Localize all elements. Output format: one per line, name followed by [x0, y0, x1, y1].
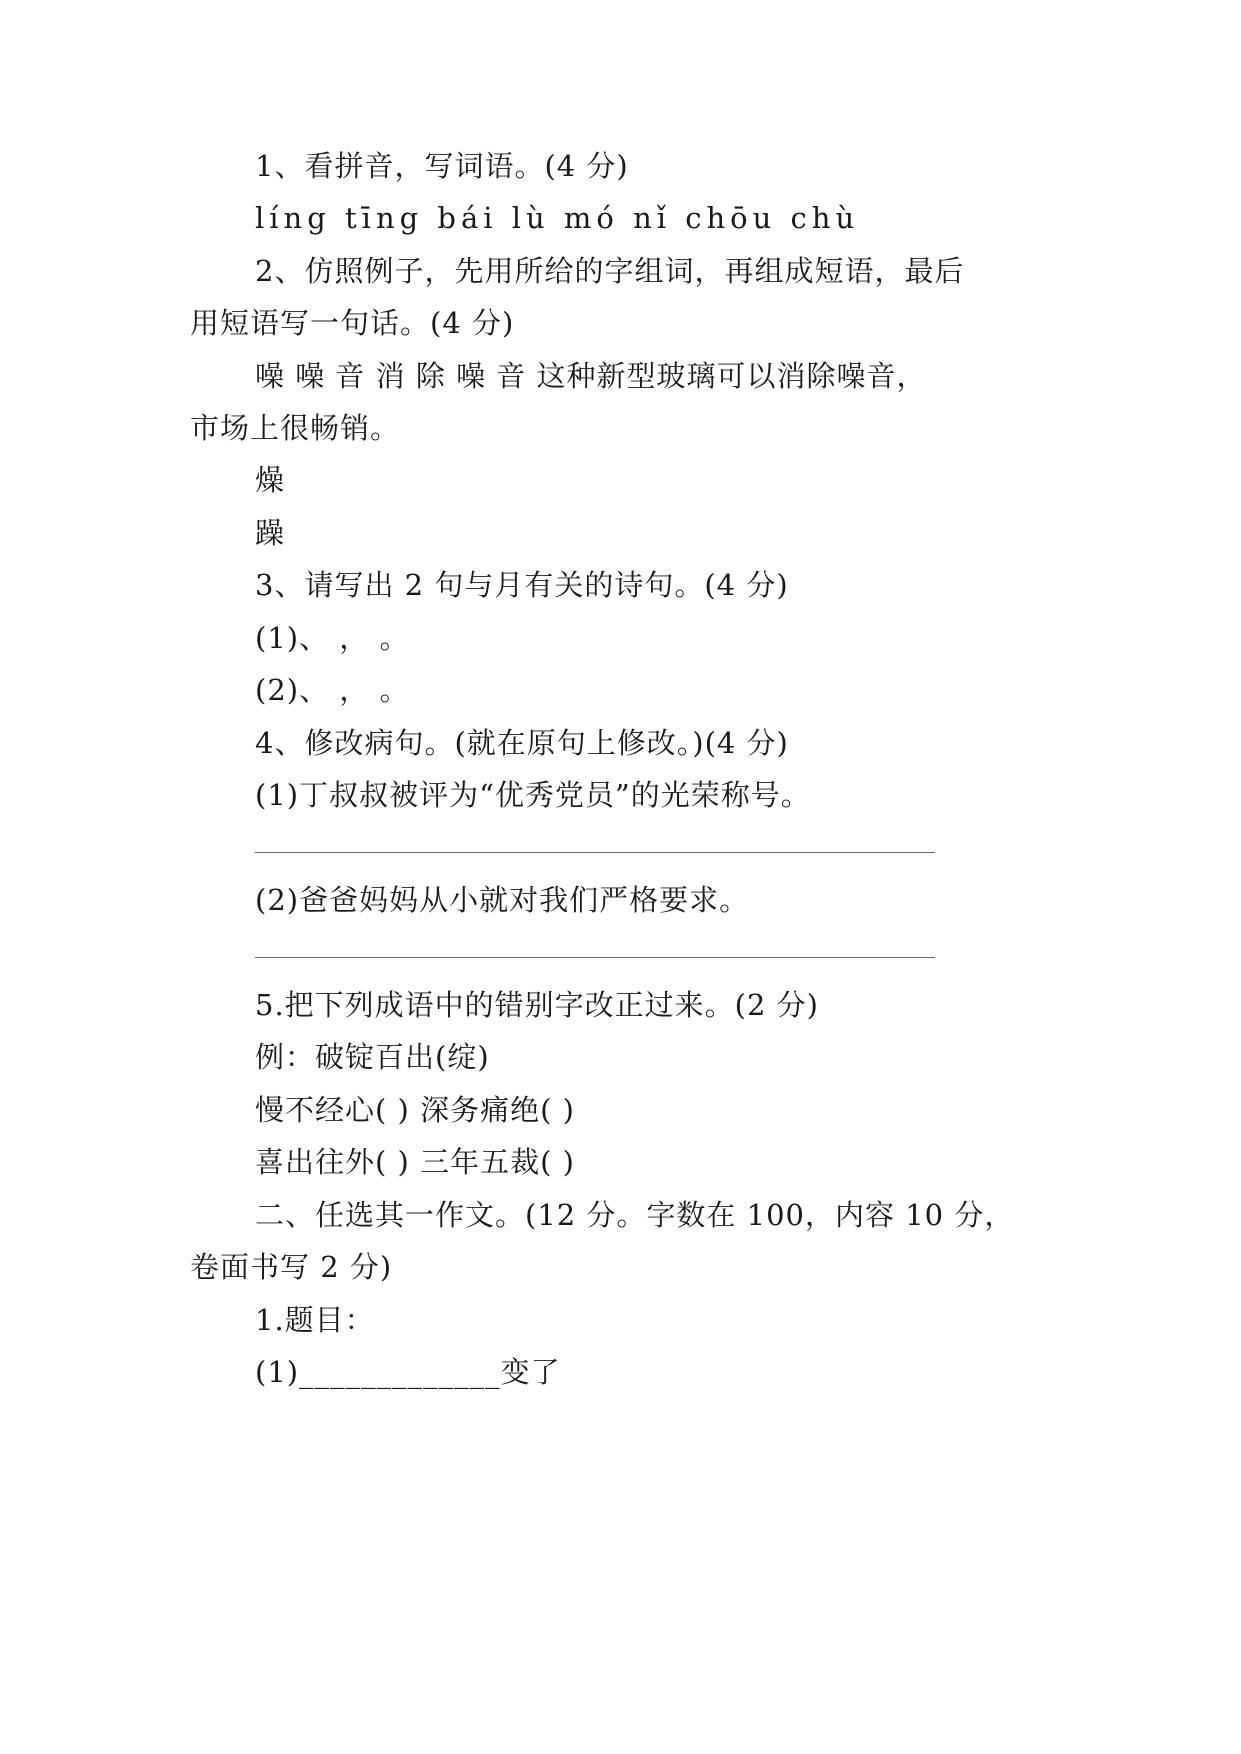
composition-subtitle: 1.题目：	[255, 1303, 375, 1337]
q2-example-line2: 市场上很畅销。	[190, 411, 401, 445]
q2-title-line2: 用短语写一句话。(4 分)	[190, 306, 515, 340]
q1-title: 1、看拼音，写词语。(4 分)	[255, 149, 629, 183]
composition-title-line1: 二、任选其一作文。(12 分。字数在 100，内容 10 分，	[255, 1198, 1015, 1232]
q5-row-1: 慢不经心( ) 深务痛绝( )	[255, 1093, 575, 1127]
q4-item-1: (1)丁叔叔被评为“优秀党员”的光荣称号。	[255, 778, 811, 812]
q5-example: 例：破锭百出(绽)	[255, 1040, 490, 1074]
q5-title: 5.把下列成语中的错别字改正过来。(2 分)	[255, 988, 819, 1022]
q4-item-2: (2)爸爸妈妈从小就对我们严格要求。	[255, 883, 750, 917]
q2-char-1: 燥	[255, 463, 286, 497]
answer-line-1	[255, 852, 935, 853]
q3-item-1: (1)、 ， 。	[255, 621, 410, 655]
q4-title: 4、修改病句。(就在原句上修改。)(4 分)	[255, 726, 789, 760]
q2-example-line1: 噪 噪 音 消 除 噪 音 这种新型玻璃可以消除噪音，	[255, 359, 927, 393]
q3-item-2: (2)、 ， 。	[255, 673, 410, 707]
composition-title-line2: 卷面书写 2 分)	[190, 1250, 393, 1284]
q2-char-2: 躁	[255, 516, 286, 550]
composition-item-1: (1)_____________变了	[255, 1355, 561, 1389]
q2-title-line1: 2、仿照例子，先用所给的字组词，再组成短语，最后	[255, 254, 965, 288]
answer-line-2	[255, 957, 935, 958]
q3-title: 3、请写出 2 句与月有关的诗句。(4 分)	[255, 568, 789, 602]
q1-pinyin: líng tīng bái lù mó nǐ chōu chù	[255, 201, 860, 235]
q5-row-2: 喜出往外( ) 三年五裁( )	[255, 1145, 575, 1179]
